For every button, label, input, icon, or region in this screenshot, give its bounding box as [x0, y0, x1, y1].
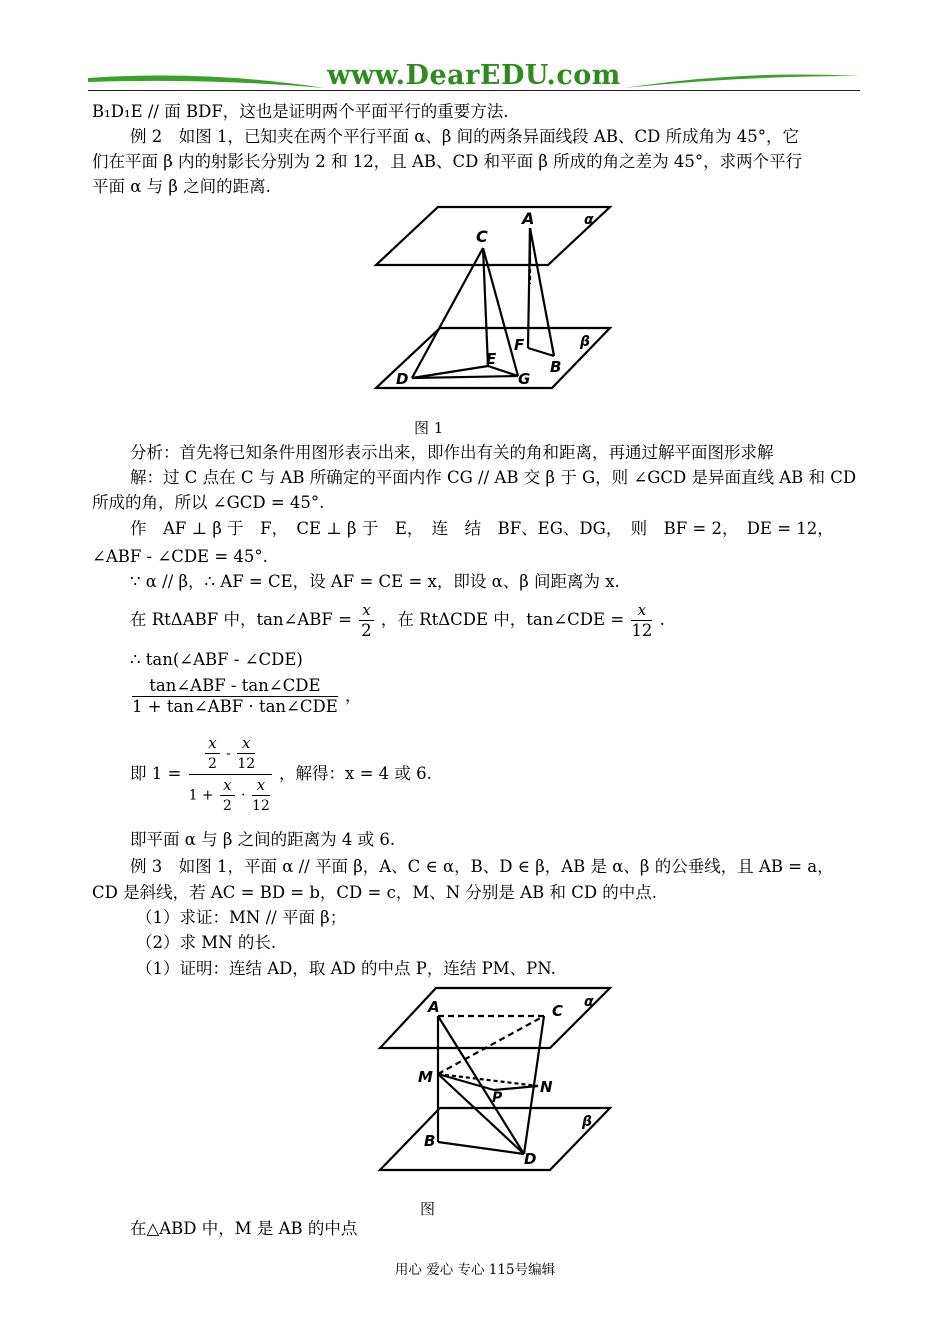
- figure-2: [374, 982, 624, 1178]
- fig1-label-a: A: [522, 209, 535, 228]
- tan-abf-text: 在 RtΔABF 中，tan∠ABF =: [130, 610, 352, 629]
- fig1-label-e: E: [486, 350, 497, 368]
- example-3-part-1: （1）求证：MN // 平面 β；: [136, 908, 347, 927]
- figure-1-caption: 图 1: [414, 419, 444, 437]
- site-logo-text[interactable]: www.DearEDU.com: [327, 60, 621, 91]
- tan-cde-text: ，在 RtΔCDE 中，tan∠CDE =: [380, 610, 625, 629]
- fig1-label-b: B: [550, 358, 562, 376]
- fig2-label-p: P: [492, 1090, 503, 1106]
- conclusion-line: 即平面 α 与 β 之间的距离为 4 或 6.: [130, 830, 396, 849]
- figure-2-caption: 图: [420, 1200, 436, 1218]
- fig2-label-c: C: [552, 1002, 564, 1020]
- fig2-label-n: N: [540, 1078, 553, 1096]
- solution-line-1: 解：过 C 点在 C 与 AB 所确定的平面内作 CG // AB 交 β 于 G，则 ∠GCD 是异面直线 AB 和 CD: [130, 468, 857, 487]
- proof-line: （1）证明：连结 AD，取 AD 的中点 P，连结 PM、PN.: [136, 959, 556, 978]
- fig2-label-a: A: [428, 998, 440, 1016]
- tan-ratio-line: 在 RtΔABF 中，tan∠ABF = $\frac{x}{2}$ ，在 RtΔCDE 中，tan∠CDE = $\frac{x}{12}$ .: [130, 601, 665, 640]
- fraction-x-over-2: $\frac{x}{2}$: [361, 601, 372, 640]
- fig1-label-g: G: [518, 370, 531, 388]
- example-3-part-2: （2）求 MN 的长.: [136, 933, 277, 952]
- fig1-label-beta: β: [580, 334, 591, 350]
- text-line-1: B₁D₁E // 面 BDF，这也是证明两个平面平行的重要方法.: [92, 102, 509, 121]
- equation-lhs: 即 1 =: [130, 764, 182, 783]
- complex-fraction: $\frac{x}{2}$ - $\frac{x}{12}$ 1 + $\frac{x}{2}$ · $\frac{x}{12}$: [188, 734, 270, 814]
- tan-difference-line: ∴ tan(∠ABF - ∠CDE): [130, 650, 303, 669]
- tan-difference-fraction: $\frac{\text{tan∠ABF - tan∠CDE}}{\text{1 + tan∠ABF · tan∠CDE}}$: [132, 676, 338, 716]
- fig1-label-c: C: [476, 227, 488, 246]
- example-2-line-3: 平面 α 与 β 之间的距离.: [92, 177, 271, 196]
- solution-line-5: ∵ α // β，∴ AF = CE，设 AF = CE = x，即设 α、β 间距离为 x.: [130, 572, 620, 591]
- analysis-line: 分析：首先将已知条件用图形表示出来，即作出有关的角和距离，再通过解平面图形求解: [130, 443, 774, 462]
- footer-text: 用心 爱心 专心 115号编辑: [394, 1262, 556, 1278]
- tan-formula-line: $\frac{\text{tan∠ABF - tan∠CDE}}{\text{1 + tan∠ABF · tan∠CDE}}$ ，: [132, 676, 362, 716]
- equation-result: ，解得：x = 4 或 6.: [279, 764, 432, 783]
- fig2-label-beta: β: [582, 1114, 593, 1130]
- solution-line-2: 所成的角，所以 ∠GCD = 45°.: [92, 493, 325, 512]
- solution-line-3: 作 AF ⊥ β 于 F， CE ⊥ β 于 E， 连 结 BF、EG、DG， 则 BF = 2， DE = 12，: [130, 519, 834, 538]
- equation-line: [130, 733, 432, 816]
- header-banner: [88, 60, 860, 96]
- fig2-label-m: M: [418, 1068, 433, 1086]
- example-2-line-1: 例 2 如图 1，已知夹在两个平行平面 α、β 间的两条异面线段 AB、CD 所成角为 45°，它: [130, 127, 800, 146]
- fig2-label-b: B: [424, 1132, 436, 1150]
- triangle-abd-line: 在△ABD 中，M 是 AB 的中点: [130, 1219, 358, 1238]
- figure-1: [370, 198, 620, 398]
- fraction-x-over-12: $\frac{x}{12}$: [631, 601, 653, 640]
- header-rule: [88, 90, 860, 91]
- solution-line-4: ∠ABF - ∠CDE = 45°.: [92, 547, 268, 566]
- example-2-line-2: 们在平面 β 内的射影长分别为 2 和 12，且 AB、CD 和平面 β 所成的角之差为 45°，求两个平行: [92, 152, 803, 171]
- fig1-label-alpha: α: [584, 212, 594, 228]
- fig1-label-f: F: [514, 336, 525, 354]
- example-3-line-1: 例 3 如图 1，平面 α // 平面 β，A、C ∈ α，B、D ∈ β，AB 是 α、β 的公垂线，且 AB = a，: [130, 857, 834, 876]
- example-3-line-2: CD 是斜线，若 AC = BD = b，CD = c，M、N 分别是 AB 和 CD 的中点.: [92, 883, 658, 902]
- fig1-label-d: D: [396, 370, 409, 388]
- fig2-label-alpha: α: [584, 994, 594, 1010]
- fig2-label-d: D: [524, 1150, 537, 1168]
